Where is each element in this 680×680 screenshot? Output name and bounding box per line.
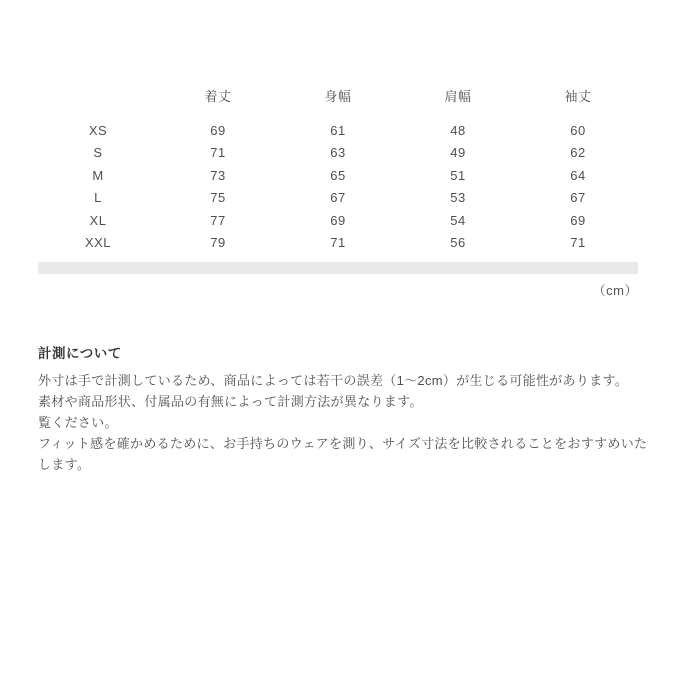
column-header-body-width: 身幅 xyxy=(324,89,352,104)
table-row-xl xyxy=(38,209,638,232)
value-cell: 64 xyxy=(570,167,586,183)
value-cell: 69 xyxy=(570,212,586,228)
table-row-l xyxy=(38,187,638,210)
value-cell: 62 xyxy=(570,145,586,161)
value-cell: 75 xyxy=(210,190,226,206)
size-chart-section xyxy=(0,0,680,298)
value-cell: 60 xyxy=(570,122,586,138)
notes-heading: 計測について xyxy=(38,346,122,361)
column-header-body-length: 着丈 xyxy=(204,89,232,104)
table-row-s xyxy=(38,142,638,165)
value-cell: 48 xyxy=(450,122,466,138)
size-label: XL xyxy=(89,212,107,228)
size-label: XXL xyxy=(84,235,112,251)
value-cell: 53 xyxy=(450,190,466,206)
note-line-method: 素材や商品形状、付属品の有無によって計測方法が異なります。 xyxy=(38,394,423,409)
unit-label: （cm） xyxy=(592,283,638,298)
note-line-fit: フィット感を確かめるために、お手持ちのウェアを測り、サイズ寸法を比較されることをおすすめいたします。 xyxy=(38,436,648,472)
column-header-shoulder-width: 肩幅 xyxy=(444,89,472,104)
value-cell: 63 xyxy=(330,145,346,161)
value-cell: 71 xyxy=(570,235,586,251)
value-cell: 69 xyxy=(330,212,346,228)
size-label: S xyxy=(93,145,103,161)
table-row-m xyxy=(38,164,638,187)
value-cell: 71 xyxy=(210,145,226,161)
measurement-notes xyxy=(38,346,654,475)
note-line-tolerance: 外寸は手で計測しているため、商品によっては若干の誤差（1～2cm）が生じる可能性があります。 xyxy=(38,373,629,388)
size-label: L xyxy=(94,190,102,206)
value-cell: 54 xyxy=(450,212,466,228)
value-cell: 79 xyxy=(210,235,226,251)
value-cell: 67 xyxy=(570,190,586,206)
table-header-row xyxy=(38,86,638,119)
value-cell: 51 xyxy=(450,167,466,183)
column-header-sleeve-length: 袖丈 xyxy=(564,89,592,104)
size-chart-table xyxy=(38,86,638,254)
value-cell: 71 xyxy=(330,235,346,251)
column-header-blank xyxy=(38,86,158,119)
value-cell: 61 xyxy=(330,122,346,138)
value-cell: 73 xyxy=(210,167,226,183)
value-cell: 69 xyxy=(210,122,226,138)
value-cell: 49 xyxy=(450,145,466,161)
size-label: M xyxy=(92,167,104,183)
horizontal-scrollbar[interactable] xyxy=(38,262,638,274)
value-cell: 65 xyxy=(330,167,346,183)
size-label: XS xyxy=(88,122,108,138)
note-line-reference: 覧ください。 xyxy=(38,415,118,430)
table-row-xxl xyxy=(38,232,638,255)
value-cell: 56 xyxy=(450,235,466,251)
table-row-xs xyxy=(38,119,638,142)
value-cell: 67 xyxy=(330,190,346,206)
value-cell: 77 xyxy=(210,212,226,228)
